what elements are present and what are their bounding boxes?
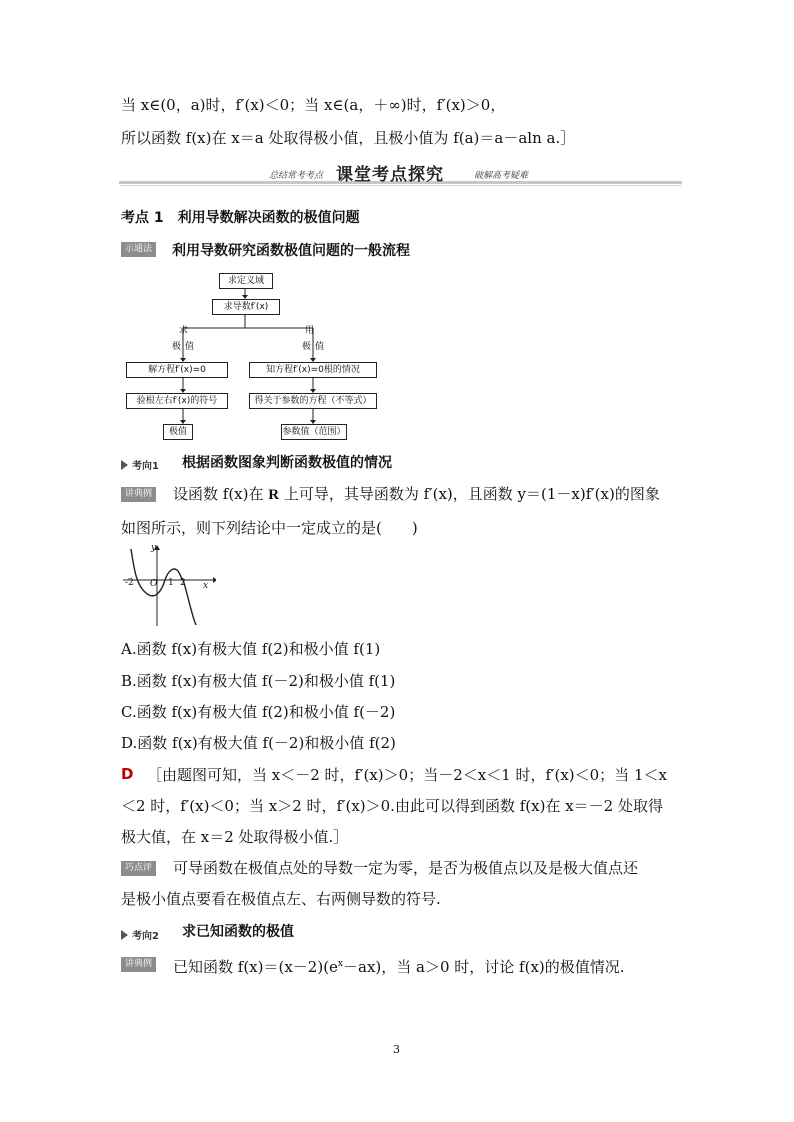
method-tag: 示通法: [121, 242, 156, 257]
example-1-line-2: 如图所示，则下列结论中一定成立的是( ): [121, 519, 418, 537]
flow-branch-right-1: 用: [305, 326, 315, 336]
graph-tick-1: 1: [168, 578, 174, 588]
graph-tick-neg2: -2: [125, 578, 134, 588]
direction-1-title: 根据函数图象判断函数极值的情况: [182, 455, 392, 471]
triangle-icon: [121, 930, 128, 940]
answer-line-2: ＜2 时，f′(x)＜0；当 x＞2 时，f′(x)＞0.由此可以得到函数 f(x)在 x＝－2 处取得: [121, 797, 663, 815]
flowchart-lines: [120, 268, 380, 443]
flow-branch-left-1: 求: [179, 326, 189, 336]
answer-letter: D: [121, 765, 134, 783]
triangle-icon: [121, 460, 128, 470]
comment-tag: 巧点评: [121, 861, 156, 876]
flowchart: [120, 268, 380, 443]
comment-line-1: 可导函数在极值点处的导数一定为零，是否为极值点以及是极大值点还: [173, 859, 639, 877]
intro-line-2: 所以函数 f(x)在 x＝a 处取得极小值，且极小值为 f(a)＝a－aln a.］: [121, 129, 576, 147]
flow-box-check-sign: 验根左右f′(x)的符号: [126, 393, 228, 409]
graph-tick-2: 2: [180, 578, 186, 588]
flow-branch-left-3: 值: [185, 342, 195, 352]
option-a: A.函数 f(x)有极大值 f(2)和极小值 f(1): [121, 640, 381, 658]
flow-branch-right-3: 值: [315, 342, 325, 352]
example-2-tag: 讲典例: [121, 957, 156, 972]
section-title: 考点 1 利用导数解决函数的极值问题: [121, 210, 360, 226]
direction-2-tag: 考向2: [121, 924, 159, 943]
flow-branch-left-2: 极: [172, 342, 182, 352]
example-1-line-1: 设函数 f(x)在 R 上可导，其导函数为 f′(x)，且函数 y＝(1－x)f′(x)的图象: [173, 485, 660, 503]
intro-line-1: 当 x∈(0，a)时，f′(x)＜0；当 x∈(a，＋∞)时，f′(x)＞0，: [121, 96, 506, 114]
function-graph: [121, 543, 216, 628]
banner-left-text: 总结常考考点: [269, 171, 324, 181]
example-2-text: 已知函数 $f(x)=(x-2)(e^x-ax)$，当 a＞0 时，讨论 f(x)的极值情况.: [173, 958, 625, 976]
option-b: B.函数 f(x)有极大值 f(－2)和极小值 f(1): [121, 672, 396, 690]
flow-box-param-value: 参数值（范围）: [281, 424, 347, 440]
flow-box-solve-equation: 解方程f′(x)=0: [126, 362, 228, 378]
answer-line-1: ［由题图可知，当 x＜－2 时，f′(x)＞0；当－2＜x＜1 时，f′(x)＜0；当 1＜x: [147, 766, 667, 784]
flow-box-extremum: 极值: [163, 424, 193, 440]
example-1-tag: 讲典例: [121, 487, 156, 502]
option-d: D.函数 f(x)有极大值 f(－2)和极小值 f(2): [121, 734, 396, 752]
page-number: 3: [393, 1043, 400, 1056]
method-title: 利用导数研究函数极值问题的一般流程: [172, 243, 410, 259]
comment-line-2: 是极小值点要看在极值点左、右两侧导数的符号.: [121, 890, 441, 908]
banner-title: 课堂考点探究: [336, 165, 444, 185]
flow-box-domain: 求定义域: [219, 273, 273, 289]
graph-y-label: y: [151, 543, 157, 553]
answer-line-3: 极大值，在 x＝2 处取得极小值.］: [121, 828, 349, 846]
graph-x-label: x: [203, 581, 209, 591]
direction-2-title: 求已知函数的极值: [182, 924, 294, 940]
graph-origin-label: O: [150, 579, 158, 589]
option-c: C.函数 f(x)有极大值 f(2)和极小值 f(－2): [121, 703, 396, 721]
flow-box-derivative: 求导数f′(x): [212, 299, 280, 315]
flow-box-param-equation: 得关于参数的方程（不等式）: [249, 393, 377, 409]
direction-1-tag: 考向1: [121, 454, 159, 473]
flow-box-root-info: 知方程f′(x)=0根的情况: [249, 362, 377, 378]
banner-right-text: 破解高考疑难: [474, 171, 529, 181]
section-banner: [119, 157, 682, 189]
flow-branch-right-2: 极: [302, 342, 312, 352]
